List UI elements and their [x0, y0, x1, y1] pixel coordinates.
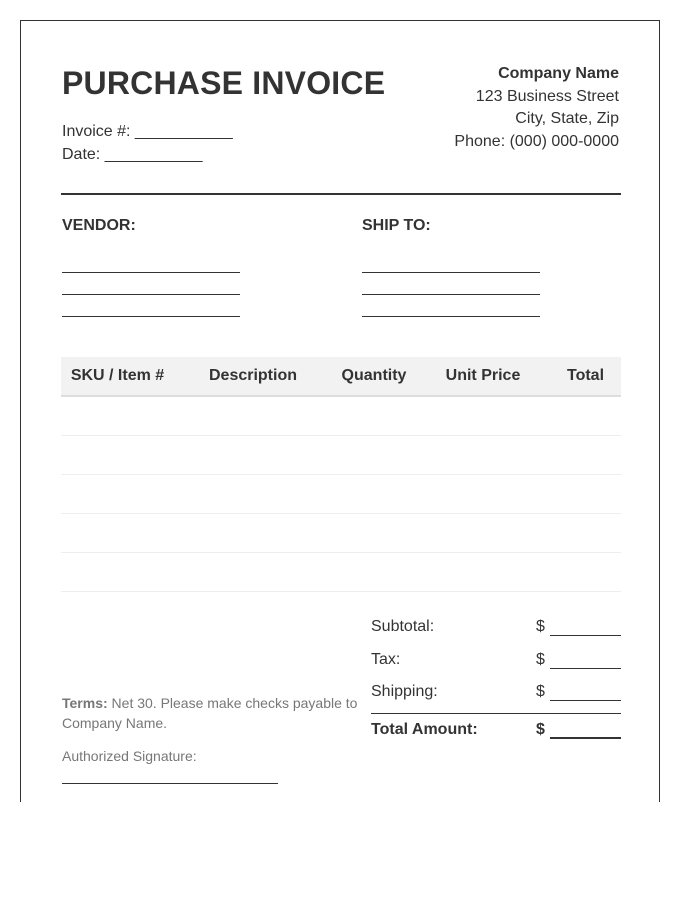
invoice-number-label: Invoice #: ___________ [62, 123, 233, 140]
signature-label: Authorized Signature: [62, 748, 197, 764]
table-row [61, 514, 621, 553]
col-header-description: Description [174, 357, 332, 396]
terms-text: Net 30. Please make checks payable to Company Name. [62, 695, 358, 731]
company-city: City, State, Zip [515, 110, 619, 128]
shipping-label: Shipping: [371, 683, 438, 700]
subtotal-currency: $ [536, 618, 545, 635]
ship-to-label: SHIP TO: [362, 217, 431, 234]
company-name: Company Name [498, 65, 619, 82]
ship-to-line [362, 316, 540, 317]
col-header-sku: SKU / Item # [61, 357, 174, 396]
col-header-unit-price: Unit Price [416, 357, 550, 396]
invoice-date-label: Date: ___________ [62, 146, 203, 163]
table-row [61, 475, 621, 514]
vendor-line [62, 294, 240, 295]
terms-label: Terms: [62, 695, 108, 711]
col-header-total: Total [550, 357, 621, 396]
table-row [61, 396, 621, 436]
table-header-row [61, 357, 621, 396]
header-divider [61, 193, 621, 195]
vendor-label: VENDOR: [62, 217, 136, 234]
tax-currency: $ [536, 651, 545, 668]
company-street: 123 Business Street [475, 87, 619, 105]
total-amount-currency: $ [536, 721, 545, 738]
table-row [61, 436, 621, 475]
totals-divider [371, 713, 621, 714]
total-amount-label: Total Amount: [371, 721, 478, 738]
subtotal-line [550, 635, 621, 636]
table-row [61, 553, 621, 592]
vendor-line [62, 316, 240, 317]
ship-to-line [362, 294, 540, 295]
shipping-line [550, 700, 621, 701]
company-block [454, 63, 619, 154]
vendor-line [62, 272, 240, 273]
tax-label: Tax: [371, 651, 401, 668]
tax-line [550, 668, 621, 669]
col-header-quantity: Quantity [332, 357, 416, 396]
terms-block [62, 693, 372, 733]
total-amount-line [550, 737, 621, 739]
signature-line [62, 783, 278, 784]
ship-to-line [362, 272, 540, 273]
shipping-currency: $ [536, 683, 545, 700]
company-phone: Phone: (000) 000-0000 [454, 133, 619, 151]
subtotal-label: Subtotal: [371, 618, 435, 635]
invoice-title: PURCHASE INVOICE [62, 65, 386, 101]
invoice-page [20, 20, 660, 802]
items-table [61, 357, 621, 592]
